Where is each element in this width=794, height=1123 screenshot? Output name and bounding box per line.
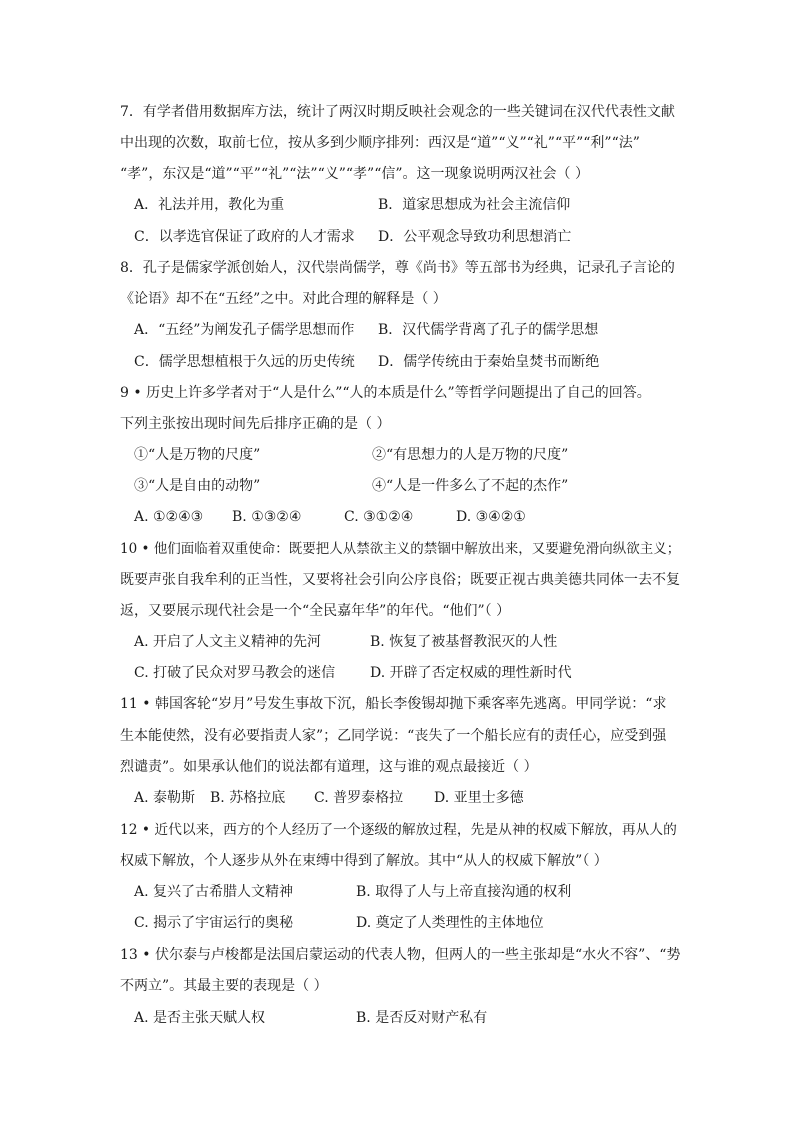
question-12-option-a: A. 复兴了古希腊人文精神 — [134, 884, 294, 900]
question-8-option-a: A．“五经”为阐发孔子儒学思想而作 — [134, 322, 355, 338]
question-8-line-1: 8．孔子是儒家学派创始人，汉代崇尚儒学，尊《尚书》等五部书为经典，记录孔子言论的 — [120, 260, 675, 276]
question-11-option-c: C. 普罗泰格拉 — [314, 790, 404, 806]
question-11-line-2: 生本能使然，没有必要指责人家”；乙同学说：“丧失了一个船长应有的责任心，应受到强 — [120, 728, 667, 744]
question-9-item-3: ③“人是自由的动物” — [134, 478, 261, 494]
question-9-option-d: D. ③④②① — [456, 509, 526, 525]
question-7-option-a: A．礼法并用，教化为重 — [134, 197, 285, 213]
question-9-option-c: C. ③①②④ — [344, 509, 414, 525]
question-11-option-d: D. 亚里士多德 — [434, 790, 524, 806]
question-11-line-1: 11 • 韩国客轮“岁月”号发生事故下沉，船长李俊锡却抛下乘客率先逃离。甲同学说：“求 — [120, 696, 667, 712]
question-12-option-b: B. 取得了人与上帝直接沟通的权利 — [356, 884, 572, 900]
question-8-option-b: B．汉代儒学背离了孔子的儒学思想 — [378, 322, 599, 338]
question-10-line-3: 返，又要展示现代社会是一个“全民嘉年华”的年代。“他们”（ ） — [120, 603, 511, 619]
question-11-option-b: B. 苏格拉底 — [210, 790, 286, 806]
question-13-option-b: B. 是否反对财产私有 — [356, 1010, 488, 1026]
question-9-item-4: ④“人是一件多么了不起的杰作” — [372, 478, 569, 494]
question-7-line-3: “孝”，东汉是“道”“平”“礼”“法”“义”“孝”“信”。这一现象说明两汉社会（ ） — [120, 166, 589, 182]
question-11-option-a: A. 泰勒斯 — [134, 790, 196, 806]
question-10-option-d: D. 开辟了否定权威的理性新时代 — [370, 665, 572, 681]
question-12-option-c: C. 揭示了宇宙运行的奥秘 — [134, 915, 294, 931]
question-12-line-1: 12 • 近代以来，西方的个人经历了一个逐级的解放过程，先是从神的权威下解放，再从人的 — [120, 822, 677, 838]
question-12-line-2: 权威下解放，个人逐步从外在束缚中得到了解放。其中“从人的权威下解放”（ ） — [120, 853, 608, 869]
question-9-item-2: ②“有思想力的人是万物的尺度” — [372, 447, 569, 463]
question-8-line-2: 《论语》却不在“五经”之中。对此合理的解释是（ ） — [120, 291, 447, 307]
question-9-option-b: B. ①③②④ — [232, 509, 302, 525]
question-10-option-c: C. 打破了民众对罗马教会的迷信 — [134, 665, 336, 681]
question-7-line-2: 中出现的次数，取前七位，按从多到少顺序排列：西汉是“道”“义”“礼”“平”“利”“法” — [120, 135, 640, 151]
question-8-option-d: D．儒学传统由于秦始皇焚书而断绝 — [378, 354, 600, 370]
question-10-option-b: B. 恢复了被基督教泯灭的人性 — [370, 634, 558, 650]
question-10-line-1: 10 • 他们面临着双重使命：既要把人从禁欲主义的禁锢中解放出来，又要避免滑向纵欲主义； — [120, 541, 681, 557]
question-12-option-d: D. 奠定了人类理性的主体地位 — [356, 915, 544, 931]
question-11-line-3: 烈谴责”。如果承认他们的说法都有道理，这与谁的观点最接近（ ） — [120, 759, 538, 775]
question-10-option-a: A. 开启了人文主义精神的先河 — [134, 634, 322, 650]
question-7-option-d: D．公平观念导致功利思想消亡 — [378, 229, 572, 245]
question-10-line-2: 既要声张自我牟利的正当性，又要将社会引向公序良俗；既要正视古典美德共同体一去不复 — [120, 572, 680, 588]
question-13-line-1: 13 • 伏尔泰与卢梭都是法国启蒙运动的代表人物，但两人的一些主张却是“水火不容”、“势 — [120, 947, 681, 963]
question-9-line-2: 下列主张按出现时间先后排序正确的是（ ） — [120, 416, 391, 432]
question-7-line-1: 7．有学者借用数据库方法，统计了两汉时期反映社会观念的一些关键词在汉代代表性文献 — [120, 104, 675, 120]
question-9-option-a: A. ①②④③ — [134, 509, 204, 525]
question-7-option-c: C．以孝选官保证了政府的人才需求 — [134, 229, 355, 245]
question-13-option-a: A. 是否主张天赋人权 — [134, 1010, 266, 1026]
question-7-option-b: B．道家思想成为社会主流信仰 — [378, 197, 571, 213]
question-9-line-1: 9 • 历史上许多学者对于“人是什么”“人的本质是什么”等哲学问题提出了自己的回答。 — [120, 385, 651, 401]
question-9-item-1: ①“人是万物的尺度” — [134, 447, 261, 463]
question-8-option-c: C．儒学思想植根于久远的历史传统 — [134, 354, 355, 370]
question-13-line-2: 不两立”。其最主要的表现是（ ） — [120, 978, 328, 994]
